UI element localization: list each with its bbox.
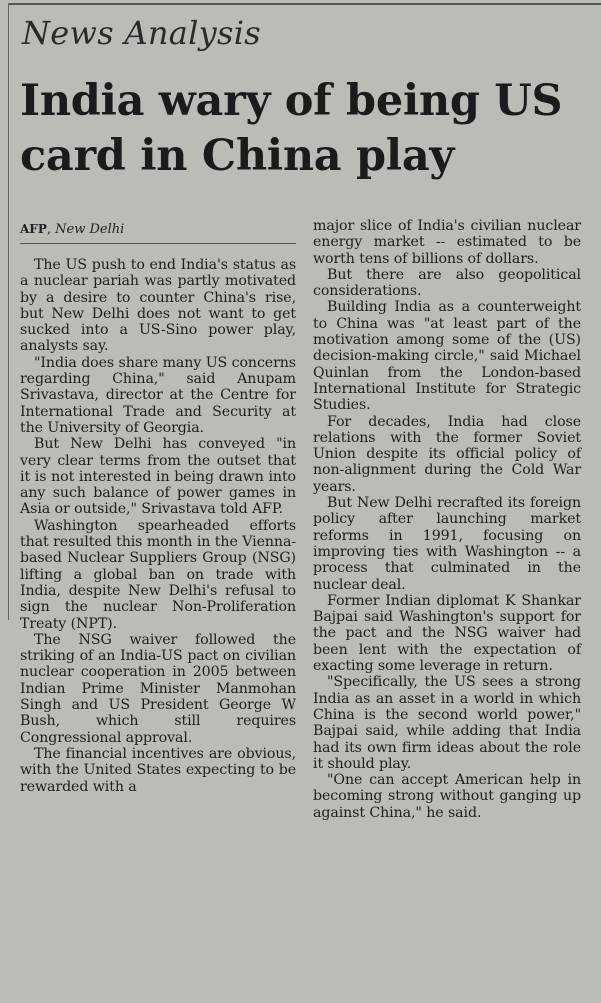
paragraph: But New Delhi has conveyed "in very clear terms from the outset that it is not interested in being drawn into any such balance of power games in Asia or outside," Srivastava told AFP. xyxy=(20,436,296,518)
paragraph: But there are also geopolitical considerations. xyxy=(313,266,581,300)
paragraph: Building India as a counterweight to China was "at least part of the motivation among some of the (US) decision-making circle," said Michael Quinlan from the London-based International Institute for Strategic Studies. xyxy=(313,299,581,414)
paragraph: For decades, India had close relations with the former Soviet Union despite its official policy of non-alignment during the Cold War years. xyxy=(313,413,581,495)
paragraph: The NSG waiver followed the striking of an India-US pact on civilian nuclear cooperation in 2005 between Indian Prime Minister Manmohan Singh and US President George W Bush, which still requires Congressional approval. xyxy=(20,631,296,746)
headline: India wary of being US card in China play xyxy=(20,76,563,181)
paragraph: But New Delhi recrafted its foreign policy after launching market reforms in 1991, focusing on improving ties with Washington -- a process that culminated in the nuclear deal. xyxy=(313,495,581,593)
paragraph: major slice of India's civilian nuclear energy market -- estimated to be worth tens of billions of dollars. xyxy=(313,218,581,267)
paragraph: "One can accept American help in becoming strong without ganging up against China," he said. xyxy=(313,772,581,821)
paragraph: Washington spearheaded efforts that resulted this month in the Vienna-based Nuclear Suppliers Group (NSG) lifting a global ban on trade with India, despite New Delhi's refusal to sign the nuclear Non-Proliferation Treaty (NPT). xyxy=(20,517,296,632)
paragraph: The financial incentives are obvious, with the United States expecting to be rewarded with a xyxy=(20,745,296,795)
section-kicker: News Analysis xyxy=(22,14,262,52)
byline-location: New Delhi xyxy=(55,222,125,237)
article-column-2 xyxy=(313,218,581,821)
byline: AFP, New Delhi xyxy=(20,222,125,237)
byline-agency: AFP xyxy=(20,222,47,236)
byline-rule xyxy=(20,243,296,244)
top-rule xyxy=(8,3,601,5)
article-column-1 xyxy=(20,257,296,795)
left-rule xyxy=(8,3,9,620)
paragraph: "Specifically, the US sees a strong India as an asset in a world in which China is the second world power," Bajpai said, while adding that India had its own firm ideas about the role it should play. xyxy=(313,674,581,772)
paragraph: "India does share many US concerns regarding China," said Anupam Srivastava, director at the Centre for International Trade and Security at the University of Georgia. xyxy=(20,354,296,436)
paragraph: Former Indian diplomat K Shankar Bajpai said Washington's support for the pact and the NSG waiver had been lent with the expectation of exacting some leverage in return. xyxy=(313,592,581,675)
paragraph: The US push to end India's status as a nuclear pariah was partly motivated by a desire to counter China's rise, but New Delhi does not want to get sucked into a US-Sino power play, analysts say. xyxy=(20,257,296,355)
